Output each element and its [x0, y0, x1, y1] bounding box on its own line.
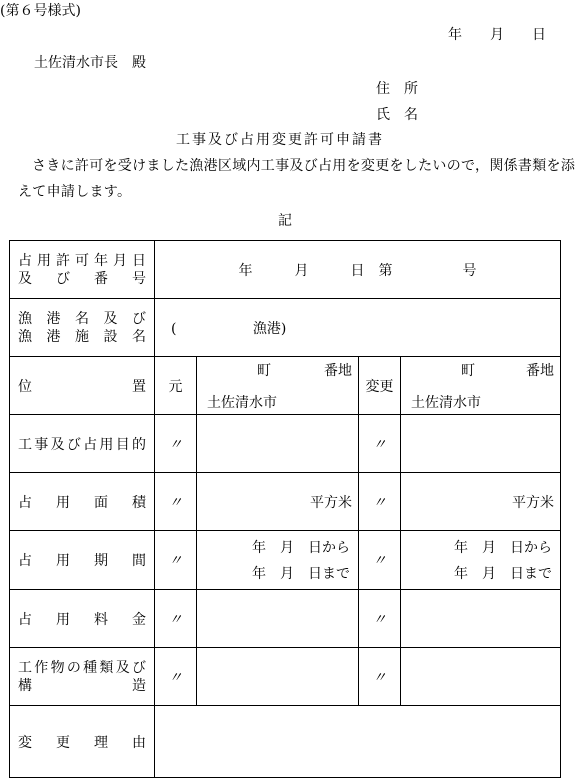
ditto-mark: 〃 [359, 473, 401, 531]
lot-text: 番地 [324, 362, 352, 379]
permit-date-text: 年 月 日 第 号 [238, 262, 477, 279]
area-label [10, 473, 155, 531]
ditto-mark: 〃 [155, 531, 197, 590]
port-name-value[interactable] [155, 299, 561, 357]
ditto-mark: 〃 [359, 415, 401, 473]
city-text: 土佐清水市 [411, 394, 481, 411]
town-text: 町 [257, 362, 271, 379]
ditto-mark: 〃 [155, 415, 197, 473]
row-permit-date [10, 241, 561, 299]
fee-label-text: 占用料金 [18, 611, 146, 628]
fee-label [10, 590, 155, 648]
port-suffix: 漁港) [252, 320, 287, 337]
city-text: 土佐清水市 [207, 394, 277, 411]
address-label: 住 所 [376, 81, 418, 97]
location-label-text: 位置 [18, 378, 146, 395]
row-reason [10, 706, 561, 778]
purpose-label [10, 415, 155, 473]
port-name-label [10, 299, 155, 357]
label-line: 工作物の種類及び [18, 659, 146, 676]
changed-location[interactable] [401, 357, 561, 415]
name-label: 氏 名 [376, 107, 418, 123]
application-table [9, 240, 561, 778]
row-area [10, 473, 561, 531]
original-marker: 元 [155, 357, 197, 415]
original-period[interactable] [197, 531, 359, 590]
original-fee[interactable] [197, 590, 359, 648]
area-unit: 平方米 [512, 494, 554, 511]
row-structure [10, 648, 561, 706]
period-to: 年 月 日まで [454, 566, 552, 582]
ditto-mark: 〃 [155, 590, 197, 648]
row-location [10, 357, 561, 415]
period-from: 年 月 日から [454, 540, 552, 556]
lot-text: 番地 [526, 362, 554, 379]
changed-fee[interactable] [401, 590, 561, 648]
form-number: (第６号様式) [0, 3, 81, 19]
period-from: 年 月 日から [252, 540, 350, 556]
addressee: 土佐清水市長 殿 [34, 55, 146, 71]
ki-marker: 記 [278, 213, 292, 229]
changed-area[interactable] [401, 473, 561, 531]
area-unit: 平方米 [310, 494, 352, 511]
changed-structure[interactable] [401, 648, 561, 706]
row-period [10, 531, 561, 590]
permit-date-label [10, 241, 155, 299]
row-fee [10, 590, 561, 648]
label-line: 漁港施設名 [18, 328, 146, 345]
town-text: 町 [461, 362, 475, 379]
original-location[interactable] [197, 357, 359, 415]
purpose-label-text: 工事及び占用目的 [18, 436, 146, 453]
label-line: 漁港名及び [18, 310, 146, 327]
document-title: 工事及び占用変更許可申請書 [176, 132, 384, 148]
permit-date-value[interactable] [155, 241, 561, 299]
paren-open: ( [171, 320, 177, 337]
changed-period[interactable] [401, 531, 561, 590]
period-to: 年 月 日まで [252, 566, 350, 582]
structure-label [10, 648, 155, 706]
change-marker: 変更 [359, 357, 401, 415]
label-line: 及び番号 [18, 270, 146, 287]
original-area[interactable] [197, 473, 359, 531]
row-purpose [10, 415, 561, 473]
reason-value[interactable] [155, 706, 561, 778]
ditto-mark: 〃 [359, 531, 401, 590]
ditto-mark: 〃 [359, 648, 401, 706]
label-line: 占用許可年月日 [18, 252, 146, 269]
ditto-mark: 〃 [359, 590, 401, 648]
original-structure[interactable] [197, 648, 359, 706]
original-purpose[interactable] [197, 415, 359, 473]
date-line: 年 月 日 [448, 27, 546, 43]
reason-label-text: 変更理由 [18, 734, 146, 751]
ditto-mark: 〃 [155, 648, 197, 706]
location-label [10, 357, 155, 415]
period-label-text: 占用期間 [18, 553, 146, 569]
label-line: 構造 [18, 677, 146, 694]
ditto-mark: 〃 [155, 473, 197, 531]
reason-label [10, 706, 155, 778]
period-label [10, 531, 155, 590]
document-body: さきに許可を受けました漁港区域内工事及び占用を変更をしたいので，関係書類を添えて申請します。 [18, 158, 576, 200]
row-port-name [10, 299, 561, 357]
changed-purpose[interactable] [401, 415, 561, 473]
area-label-text: 占用面積 [18, 494, 146, 511]
